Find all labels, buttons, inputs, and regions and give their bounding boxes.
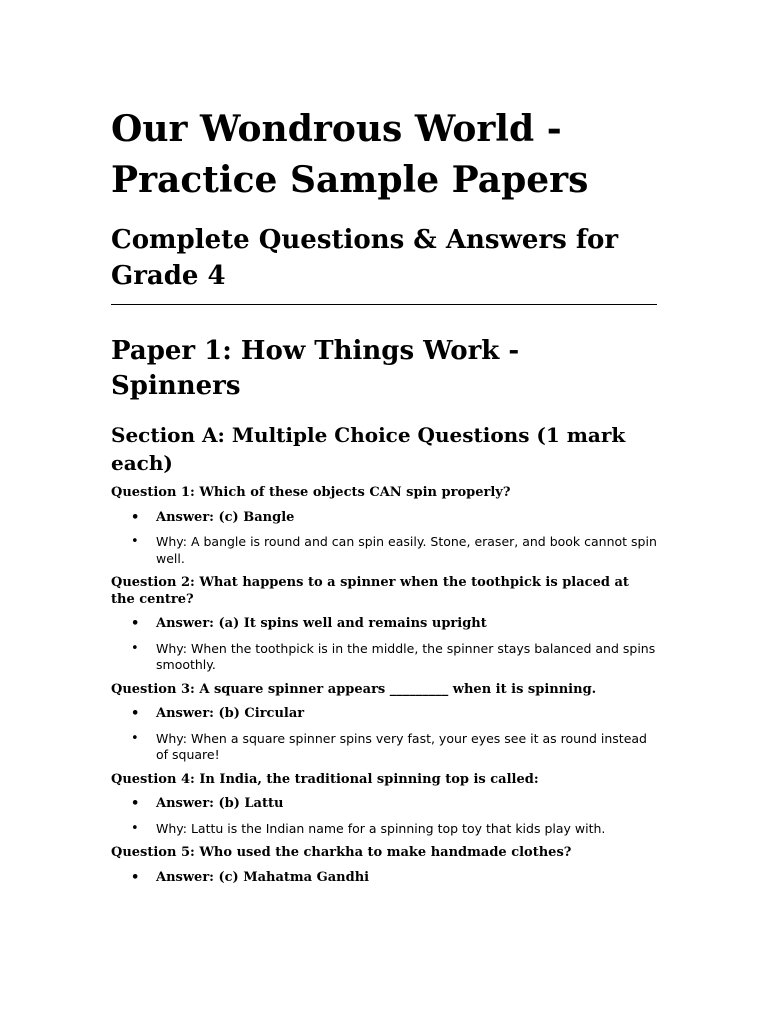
- bullet-icon: •: [131, 820, 139, 836]
- explanation-item: [111, 731, 657, 764]
- answer-text: Answer: (c) Mahatma Gandhi: [156, 869, 370, 885]
- bullet-icon: •: [131, 706, 140, 721]
- answer-item: [111, 616, 657, 633]
- answer-item: [111, 796, 657, 813]
- bullet-icon: •: [131, 534, 139, 549]
- question-text: Question 5: Who used the charkha to make handmade clothes?: [111, 845, 572, 860]
- document-subtitle: Complete Questions & Answers for Grade 4: [111, 225, 619, 291]
- question-text: Question 3: A square spinner appears _________ when it is spinning.: [111, 681, 597, 697]
- question-text: Question 2: What happens to a spinner when the toothpick is placed at the centre?: [111, 575, 629, 607]
- questions-list: [111, 485, 657, 894]
- explanation-text: Why: A bangle is round and can spin easily. Stone, eraser, and book cannot spin well.: [156, 534, 657, 566]
- answer-text: Answer: (b) Circular: [156, 706, 305, 721]
- explanation-text: Why: When a square spinner spins very fast, your eyes see it as round instead of square!: [156, 730, 647, 762]
- explanation-text: Why: When the toothpick is in the middle, the spinner stays balanced and spins smoothly.: [156, 640, 656, 672]
- answer-list: [111, 796, 657, 837]
- bullet-icon: •: [131, 640, 139, 656]
- question-text: Question 4: In India, the traditional spinning top is called:: [111, 771, 539, 787]
- question-text: Question 1: Which of these objects CAN spin properly?: [111, 485, 511, 500]
- answer-item: [111, 870, 657, 887]
- document-title: Our Wondrous World - Practice Sample Papers: [111, 108, 589, 201]
- answer-list: [111, 510, 657, 568]
- section-title: Section A: Multiple Choice Questions (1 mark each): [111, 423, 626, 475]
- answer-list: [111, 616, 657, 674]
- explanation-item: [111, 641, 657, 674]
- answer-text: Answer: (c) Bangle: [156, 509, 295, 525]
- explanation-item: [111, 534, 657, 567]
- answer-item: [111, 706, 657, 723]
- explanation-text: Why: Lattu is the Indian name for a spinning top toy that kids play with.: [156, 820, 606, 836]
- answer-item: [111, 510, 657, 527]
- paper-title: Paper 1: How Things Work - Spinners: [111, 336, 520, 401]
- bullet-icon: •: [131, 796, 140, 811]
- answer-list: [111, 870, 657, 887]
- explanation-item: [111, 821, 657, 838]
- answer-list: [111, 706, 657, 764]
- bullet-icon: •: [131, 869, 140, 885]
- bullet-icon: •: [131, 509, 140, 525]
- horizontal-divider: [111, 304, 657, 305]
- bullet-icon: •: [131, 730, 139, 746]
- answer-text: Answer: (b) Lattu: [156, 796, 284, 811]
- bullet-icon: •: [131, 616, 140, 631]
- answer-text: Answer: (a) It spins well and remains upright: [156, 616, 487, 631]
